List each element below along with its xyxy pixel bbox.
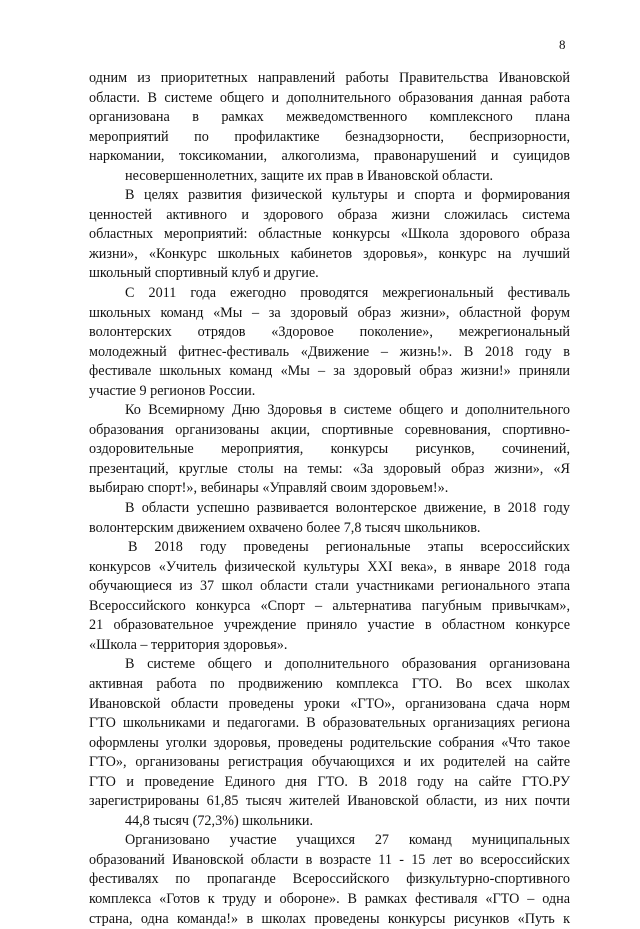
paragraph-regional-contests xyxy=(89,538,570,655)
text-line: молодежный фитнес-фестиваль «Движение – жизнь!». В 2018 году в xyxy=(89,343,570,360)
text-line: ГТО школьниками и педагогами. В образовательных организациях региона xyxy=(89,715,570,732)
text-line: области. В системе общего и дополнительного образования данная работа xyxy=(89,89,570,106)
text-line: областных мероприятий: областные конкурсы «Школа здорового образа xyxy=(89,226,570,243)
text-line: «Школа – территория здоровья». xyxy=(89,636,288,653)
text-line: 44,8 тысяч (72,3%) школьники. xyxy=(125,812,314,829)
text-line: образований Ивановской области в возрасте 11 - 15 лет во всероссийских xyxy=(89,851,570,868)
text-line: ценностей активного и здорового образа жизни сложилась система xyxy=(89,206,570,223)
paragraph-health-day xyxy=(89,401,570,499)
text-line: зарегистрированы 61,85 тысяч жителей Ивановской области, из них почти xyxy=(89,793,570,810)
paragraph-physical-culture xyxy=(89,186,570,284)
text-line: образования организованы акции, спортивные соревнования, спортивно- xyxy=(89,421,570,438)
text-line: мероприятий по профилактике безнадзорности, беспризорности, xyxy=(89,128,570,145)
text-line: Организовано участие учащихся 27 команд муниципальных xyxy=(125,832,570,849)
paragraph-gto-complex xyxy=(89,655,570,831)
text-line: жизни», «Конкурс школьных кабинетов здоровья», конкурс на лучший xyxy=(89,245,570,262)
page-number: 8 xyxy=(559,37,566,52)
text-line: волонтерских отрядов «Здоровое поколение», межрегиональный xyxy=(89,324,570,341)
text-line: активная работа по продвижению комплекса ГТО. Во всех школах xyxy=(89,675,570,692)
text-line: Ко Всемирному Дню Здоровья в системе общего и дополнительного xyxy=(125,402,570,419)
text-line: В области успешно развивается волонтерское движение, в 2018 году xyxy=(125,500,570,517)
paragraph-festival xyxy=(89,284,570,401)
text-line: фестивалях по пропаганде Всероссийского физкультурно-спортивного xyxy=(89,871,570,888)
text-line: несовершеннолетних, защите их прав в Ивановской области. xyxy=(125,167,494,184)
text-line: школьный спортивный клуб и другие. xyxy=(89,265,319,282)
text-line: наркомании, токсикомании, алкоголизма, правонарушений и суицидов xyxy=(89,148,570,165)
text-line: Ивановской области проведены уроки «ГТО», организована сдача норм xyxy=(89,695,570,712)
text-line: презентаций, круглые столы на темы: «За здоровый образ жизни», «Я xyxy=(89,460,570,477)
text-line: участие 9 регионов России. xyxy=(89,382,256,399)
text-line: 21 образовательное учреждение приняло участие в областном конкурсе xyxy=(89,617,570,634)
text-line: выбираю спорт!», вебинары «Управляй своим здоровьем!». xyxy=(89,480,449,497)
text-line: комплекса «Готов к труду и обороне». В рамках фестиваля «ГТО – одна xyxy=(89,890,570,907)
document-body xyxy=(89,69,570,929)
text-line: обучающиеся из 37 школ области стали участниками регионального этапа xyxy=(89,578,570,595)
text-line: В 2018 году проведены региональные этапы всероссийских xyxy=(128,539,570,556)
text-line: волонтерским движением охвачено более 7,8 тысяч школьников. xyxy=(89,519,481,536)
text-line: школьных команд «Мы – за здоровый образ жизни», областной форум xyxy=(89,304,570,321)
text-line: Всероссийского конкурса «Спорт – альтернатива пагубным привычкам», xyxy=(89,597,570,614)
text-line: В системе общего и дополнительного образования организована xyxy=(125,656,570,673)
text-line: С 2011 года ежегодно проводятся межрегиональный фестиваль xyxy=(125,285,570,302)
text-line: оформлены уголки здоровья, проведены родительские собрания «Что такое xyxy=(89,734,570,751)
text-line: оздоровительные мероприятия, конкурсы рисунков, сочинений, xyxy=(89,441,570,458)
text-line: ГТО», организованы регистрация обучающихся и их родителей на сайте xyxy=(89,754,570,771)
text-line: одним из приоритетных направлений работы Правительства Ивановской xyxy=(89,70,570,86)
text-line: конкурсов «Учитель физической культуры XXI века», в январе 2018 года xyxy=(89,558,570,575)
text-line: В целях развития физической культуры и спорта и формирования xyxy=(125,187,570,204)
paragraph-priority-direction xyxy=(89,69,570,186)
paragraph-volunteer xyxy=(89,499,570,538)
paragraph-gto-festivals xyxy=(89,831,570,929)
text-line: страна, одна команда!» в школах проведены конкурсы рисунков «Путь к xyxy=(89,910,570,927)
text-line: ГТО и проведение Единого дня ГТО. В 2018 году на сайте ГТО.РУ xyxy=(89,773,570,790)
text-line: фестивале школьных команд «Мы – за здоровый образ жизни!» приняли xyxy=(89,363,570,380)
text-line: организована в рамках межведомственного комплексного плана xyxy=(89,109,570,126)
